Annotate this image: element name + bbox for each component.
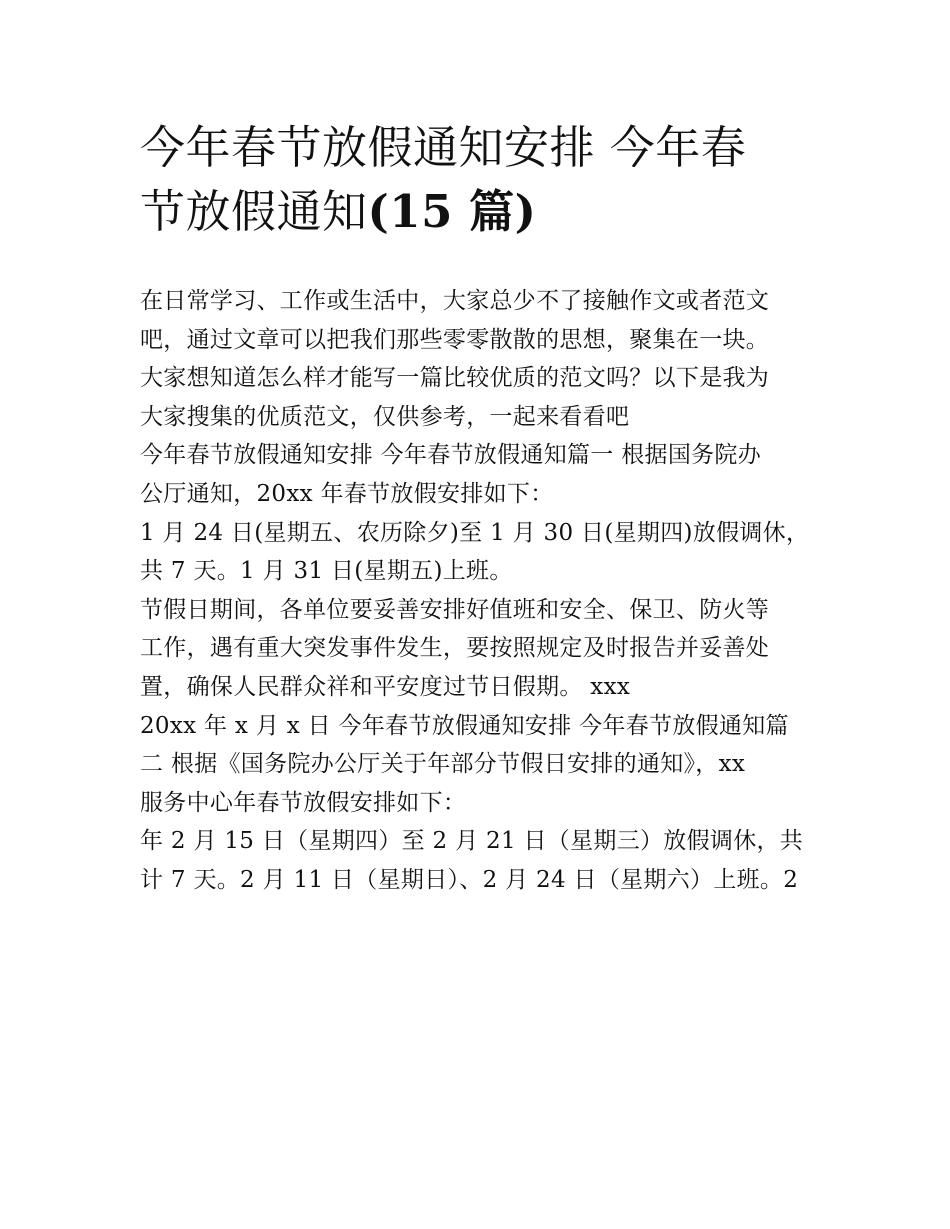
text-line: 年 2 月 15 日（星期四）至 2 月 21 日（星期三）放假调休，共 bbox=[140, 828, 804, 855]
text-line: 吧，通过文章可以把我们那些零零散散的思想，聚集在一块。 bbox=[140, 326, 770, 353]
text-line: 节假日期间，各单位要妥善安排好值班和安全、保卫、防火等 bbox=[140, 596, 770, 623]
text-line: 计 7 天。2 月 11 日（星期日）、2 月 24 日（星期六）上班。2 bbox=[140, 866, 799, 893]
notice-two-intro bbox=[140, 707, 820, 823]
text-line: 20xx 年 x 月 x 日 今年春节放假通知安排 今年春节放假通知篇 bbox=[140, 712, 789, 739]
notice-two-schedule bbox=[140, 822, 820, 899]
text-line: 共 7 天。1 月 31 日(星期五)上班。 bbox=[140, 558, 513, 585]
document-body bbox=[140, 282, 820, 900]
text-line: 公厅通知，20xx 年春节放假安排如下： bbox=[140, 480, 554, 507]
text-line: 服务中心年春节放假安排如下： bbox=[140, 789, 467, 816]
text-line: 置，确保人民群众祥和平安度过节日假期。 xxx bbox=[140, 673, 631, 700]
title-count: (15 篇) bbox=[367, 185, 537, 238]
title-line-2 bbox=[140, 180, 820, 244]
title-line-1: 今年春节放假通知安排 今年春 bbox=[140, 121, 747, 174]
text-line: 1 月 24 日(星期五、农历除夕)至 1 月 30 日(星期四)放假调休， bbox=[140, 519, 810, 546]
intro-paragraph bbox=[140, 282, 820, 436]
title-line-2-text: 节放假通知 bbox=[140, 185, 368, 238]
text-line: 二 根据《国务院办公厅关于年部分节假日安排的通知》，xx bbox=[140, 751, 746, 778]
notice-one-intro bbox=[140, 436, 820, 513]
document-title bbox=[140, 116, 820, 244]
text-line: 大家搜集的优质范文，仅供参考，一起来看看吧 bbox=[140, 403, 630, 430]
text-line: 在日常学习、工作或生活中，大家总少不了接触作文或者范文 bbox=[140, 288, 770, 314]
notice-one-schedule bbox=[140, 514, 820, 591]
text-line: 工作，遇有重大突发事件发生，要按照规定及时报告并妥善处 bbox=[140, 635, 770, 662]
text-line: 今年春节放假通知安排 今年春节放假通知篇一 根据国务院办 bbox=[140, 442, 762, 469]
text-line: 大家想知道怎么样才能写一篇比较优质的范文吗？以下是我为 bbox=[140, 365, 770, 392]
notice-one-duty bbox=[140, 591, 820, 707]
